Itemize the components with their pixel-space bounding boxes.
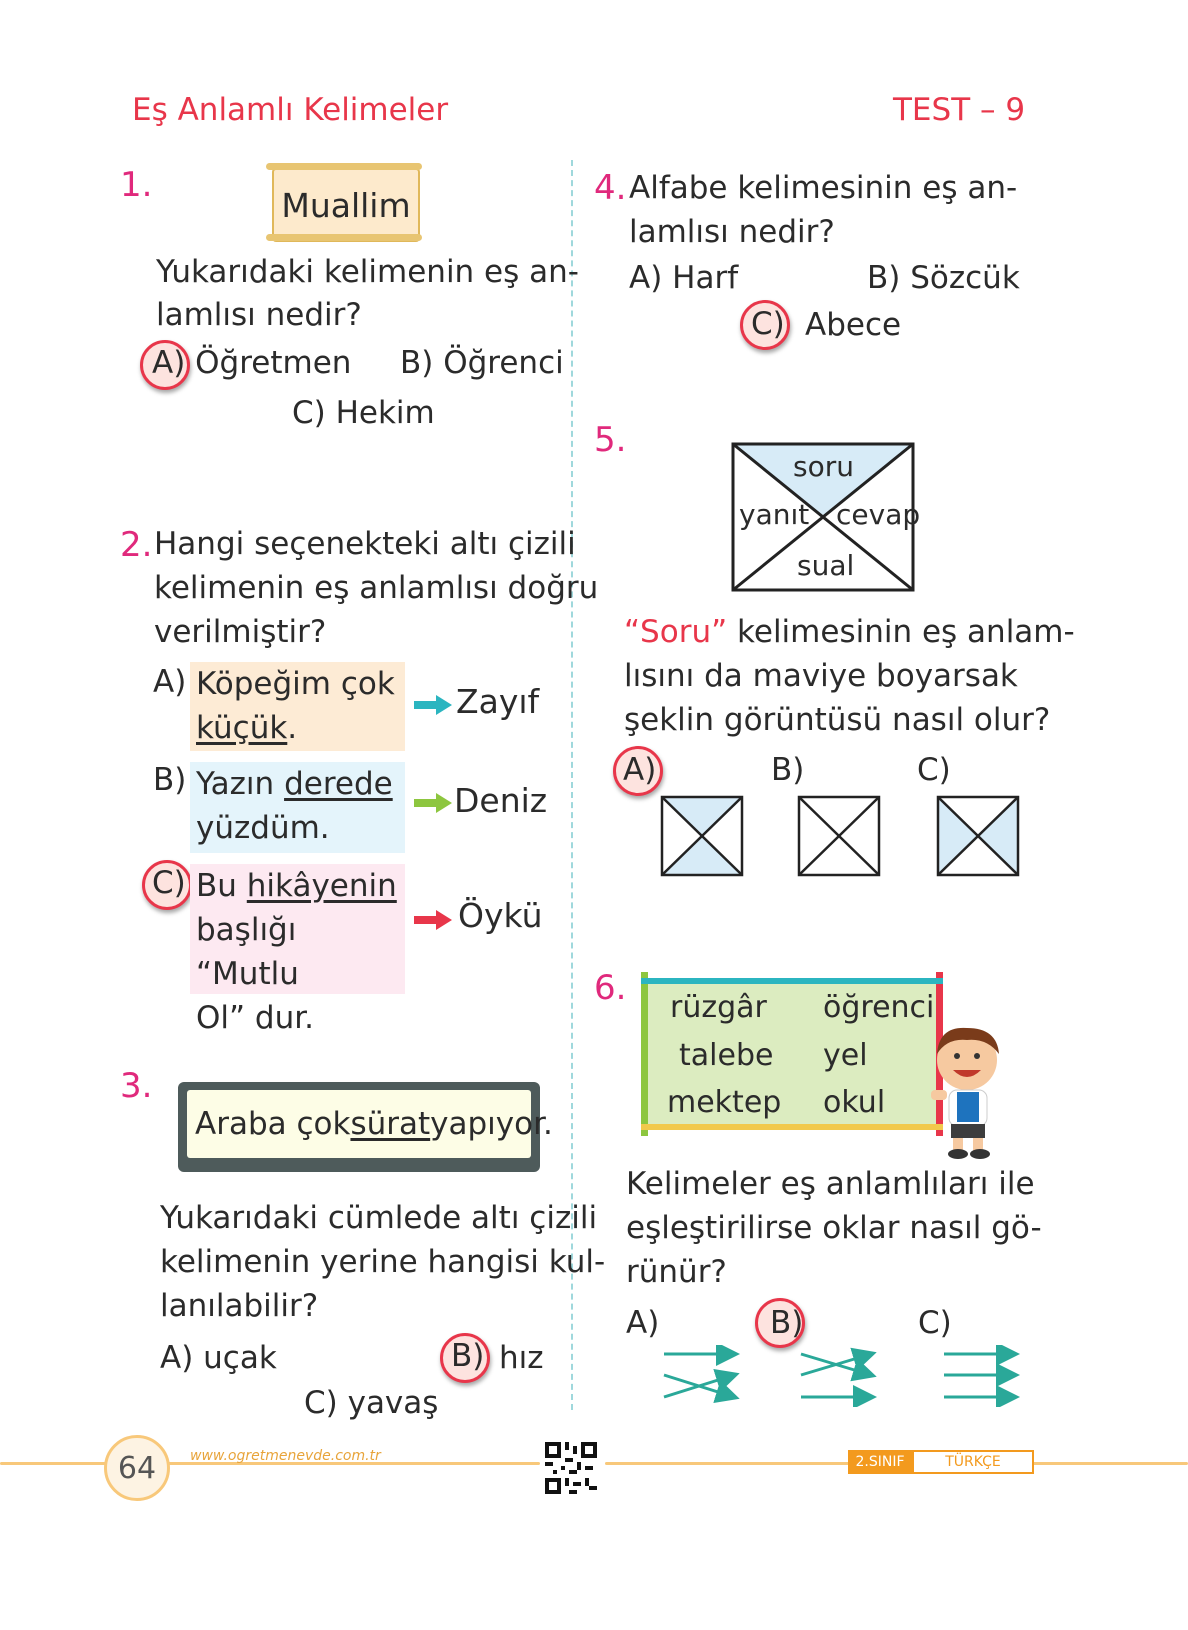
question-3-number: 3.: [120, 1066, 153, 1106]
arrow-right-icon-teal: [414, 693, 454, 717]
box-word-bottom: sual: [797, 549, 855, 582]
grade-badge: [848, 1450, 912, 1474]
question-3-text-line3: lanılabilir?: [160, 1288, 319, 1324]
cartoon-boy-illustration: [925, 1020, 1010, 1160]
question-2-text-line3: verilmiştir?: [154, 614, 327, 650]
sentence-underlined: sürat: [350, 1106, 431, 1142]
q3-option-b-label[interactable]: B): [451, 1338, 485, 1374]
question-4-number: 4.: [594, 168, 627, 208]
box-word-right: cevap: [836, 498, 921, 531]
question-2-text-line1: Hangi seçenekteki altı çizili: [154, 526, 576, 562]
left-word-3: mektep: [667, 1085, 782, 1120]
q2-option-b-line1: [196, 762, 405, 806]
q2-option-c-answer: Öykü: [458, 896, 543, 935]
footer-url[interactable]: www.ogretmenevde.com.tr: [190, 1448, 381, 1464]
question-4-text-line1: Alfabe kelimesinin eş an-: [629, 170, 1018, 206]
right-word-2: yel: [823, 1038, 868, 1073]
question-5-text-line3: şeklin görüntüsü nasıl olur?: [624, 702, 1051, 738]
q2-option-b-box[interactable]: [190, 762, 405, 853]
q2-option-c-underlined: hikâyenin: [246, 868, 397, 904]
right-word-1: öğrenci: [823, 990, 935, 1025]
arrow-right-icon-red: [414, 908, 454, 932]
sentence-before: Araba çok: [195, 1106, 351, 1142]
arrow-right-icon-green: [414, 791, 454, 815]
q2-option-b-line2: yüzdüm.: [196, 810, 330, 846]
q2-option-b-before: Yazın: [196, 766, 285, 802]
question-4-text-line2: lamlısı nedir?: [629, 214, 835, 250]
q6-option-c[interactable]: C): [918, 1305, 952, 1341]
question-3-text-line1: Yukarıdaki cümlede altı çizili: [160, 1200, 598, 1236]
qr-code-icon[interactable]: [545, 1442, 597, 1494]
q2-option-c-line2: başlığı “Mutlu: [196, 912, 299, 992]
board-pencil-bottom: [641, 1124, 943, 1130]
page-number-badge: [104, 1435, 170, 1501]
q4-option-b[interactable]: B) Sözcük: [867, 260, 1020, 296]
grade-label: 2.SINIF: [855, 1454, 905, 1470]
q5-option-a[interactable]: A): [623, 752, 657, 788]
q2-option-a-underlined: küçük: [196, 710, 288, 746]
subject-badge: [912, 1450, 1034, 1474]
q5-option-c[interactable]: C): [917, 752, 951, 788]
board-pencil-left: [641, 972, 648, 1136]
left-word-1: rüzgâr: [670, 990, 767, 1025]
question-3-text-line2: kelimenin yerine hangisi kul-: [160, 1244, 606, 1280]
question-5-text-line2: lısını da maviye boyarsak: [624, 658, 1018, 694]
q1-option-a[interactable]: A) Öğretmen: [152, 345, 352, 381]
question-6-number: 6.: [594, 968, 627, 1008]
question-6-text-line3: rünür?: [626, 1254, 727, 1290]
subject-label: TÜRKÇE: [945, 1454, 1001, 1470]
page-title: Eş Anlamlı Kelimeler: [132, 92, 449, 128]
q3-option-a[interactable]: A) uçak: [160, 1340, 277, 1376]
page-number: 64: [117, 1450, 157, 1486]
question-5-text-line1: [624, 610, 1075, 655]
right-word-3: okul: [823, 1085, 886, 1120]
sentence-board-inner: [187, 1090, 553, 1158]
q5-option-a-figure[interactable]: [660, 795, 744, 877]
scroll-roll-bottom: [266, 234, 422, 241]
q6-option-a-arrows[interactable]: [660, 1345, 742, 1407]
q3-option-c[interactable]: C) yavaş: [304, 1385, 439, 1421]
question-6-text-line1: Kelimeler eş anlamlıları ile: [626, 1166, 1035, 1202]
box-word-left: yanıt: [739, 498, 810, 531]
question-5-number: 5.: [594, 420, 627, 460]
q2-option-b-underlined: derede: [284, 766, 393, 802]
q2-option-b-answer: Deniz: [454, 781, 548, 820]
question-1-text-line1: Yukarıdaki kelimenin eş an-: [156, 254, 579, 290]
scroll-roll-top: [266, 163, 422, 170]
question-6-text-line2: eşleştirilirse oklar nasıl gö-: [626, 1210, 1042, 1246]
q6-option-a[interactable]: A): [626, 1305, 660, 1341]
q5-option-c-figure[interactable]: [936, 795, 1020, 877]
q6-option-b-arrows[interactable]: [797, 1345, 879, 1407]
q2-option-a-line1: Köpeğim çok: [196, 666, 395, 702]
q4-option-c-label[interactable]: C): [751, 306, 785, 342]
q2-option-a-line2: [196, 706, 405, 750]
box-word-top: soru: [793, 450, 854, 483]
q5-option-b-figure[interactable]: [797, 795, 881, 877]
word-scroll: [272, 168, 420, 242]
q4-option-c-word[interactable]: Abece: [805, 307, 902, 343]
q5-option-b[interactable]: B): [771, 752, 805, 788]
q2-option-c-box[interactable]: [190, 864, 405, 1036]
q2-option-c-line1: [196, 864, 405, 908]
question-2-text-line2: kelimenin eş anlamlısı doğru: [154, 570, 599, 606]
q2-option-c-line3: Ol” dur.: [196, 1000, 315, 1036]
left-word-2: talebe: [679, 1038, 774, 1073]
q2-option-b-label[interactable]: B): [153, 762, 187, 798]
question-2-number: 2.: [120, 525, 153, 565]
quote-word: “Soru”: [624, 614, 728, 650]
q2-option-a-label[interactable]: A): [153, 664, 187, 700]
question-1-number: 1.: [120, 165, 153, 205]
sentence-after: yapıyor.: [430, 1106, 553, 1142]
question-1-text-line2: lamlısı nedir?: [156, 297, 362, 333]
scroll-word: Muallim: [281, 185, 411, 225]
q2-option-a-box[interactable]: [190, 662, 405, 751]
q2-option-a-answer: Zayıf: [456, 682, 540, 721]
q1-option-c[interactable]: C) Hekim: [292, 395, 435, 431]
test-label: TEST – 9: [893, 92, 1026, 128]
q6-option-c-arrows[interactable]: [940, 1345, 1022, 1407]
q2-option-a-after: .: [287, 710, 298, 746]
q2-option-c-label[interactable]: C): [152, 865, 186, 901]
q3-option-b-word[interactable]: hız: [499, 1340, 544, 1376]
q2-option-c-before: Bu: [196, 868, 247, 904]
q4-option-a[interactable]: A) Harf: [629, 260, 739, 296]
question-5-text-line1-rest: kelimesinin eş anlam-: [727, 614, 1075, 650]
q6-option-b[interactable]: B): [770, 1305, 804, 1341]
board-pencil-top: [641, 978, 943, 984]
q1-option-b[interactable]: B) Öğrenci: [400, 345, 564, 381]
